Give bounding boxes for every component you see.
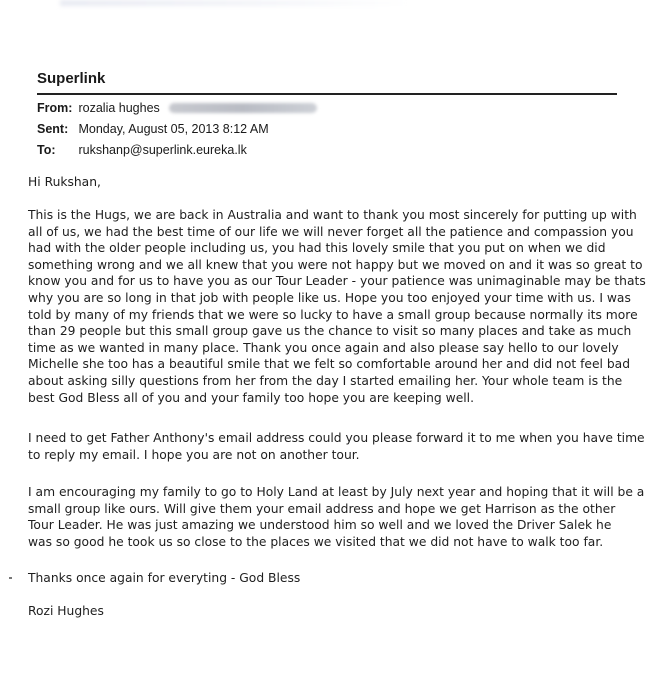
paragraph-line: time as we wanted in many place. Thank you once again and also please say hello to our lovely	[28, 340, 619, 355]
paragraph-line: I am encouraging my family to go to Holy Land at least by July next year and hoping that it will be a	[28, 485, 645, 499]
paragraph-2	[28, 430, 645, 463]
paragraph-line: about asking silly questions from her from the day I started emailing her. Your whole team is the	[28, 373, 623, 388]
paragraph-line: I need to get Father Anthony's email address could you please forward it to me when you have time	[28, 431, 645, 445]
from-value: rozalia hughes	[78, 101, 160, 115]
paragraph-line: Michelle she too has a beautiful smile that we felt so comfortable around her and did not feel bad	[28, 357, 631, 372]
signature: Rozi Hughes	[28, 604, 104, 618]
paragraph-line: to reply my email. I hope you are not on another tour.	[28, 447, 360, 462]
paragraph-line: best God Bless all of you and your family too hope you are keeping well.	[28, 390, 475, 405]
paragraph-line: something wrong and we all knew that you were not happy but we moved on and it was so great to	[28, 257, 643, 272]
paragraph-1	[28, 207, 646, 406]
company-name: Superlink	[37, 70, 106, 87]
from-row	[37, 101, 317, 115]
closing-line: Thanks once again for everyting - God Bless	[28, 571, 301, 585]
redacted-email	[169, 103, 317, 113]
paragraph-line: all of us, we had the best time of our life we will never forget all the patience and compassion you	[28, 224, 634, 239]
paragraph-line: why you are so long in that job with people like us. Hope you too enjoyed your time with us. I was	[28, 290, 631, 305]
paragraph-line: than 29 people but this small group gave us the chance to visit so many places and take as much	[28, 324, 632, 339]
paragraph-3	[28, 484, 645, 550]
paragraph-line: know you and for us to have you as our Tour Leader - your patience was unimaginable may be thats	[28, 274, 646, 289]
scan-mark	[9, 577, 12, 579]
sent-row	[37, 122, 269, 136]
paragraph-line: told by many of my friends that we were so lucky to have a small group because normally its more	[28, 307, 638, 322]
paragraph-line: small group like ours. Will give them your email address and hope we get Harrison as the other	[28, 501, 616, 516]
paragraph-line: was so good he took us so close to the places we visited that we did not have to walk too far.	[28, 534, 604, 549]
sent-value: Monday, August 05, 2013 8:12 AM	[78, 122, 269, 136]
paragraph-line: had with the older people including us, you had this lovely smile that you put on when we did	[28, 241, 606, 256]
to-label: To:	[37, 143, 56, 157]
paragraph-line: This is the Hugs, we are back in Australia and want to thank you most sincerely for putting up with	[28, 208, 637, 222]
header-divider	[37, 93, 617, 95]
from-label: From:	[37, 101, 73, 115]
scan-artifact	[60, 0, 410, 6]
sent-label: Sent:	[37, 122, 69, 136]
to-value: rukshanp@superlink.eureka.lk	[78, 143, 247, 157]
to-row	[37, 143, 247, 157]
paragraph-line: Tour Leader. He was just amazing we understood him so well and we loved the Driver Salek he	[28, 518, 612, 533]
greeting: Hi Rukshan,	[28, 175, 101, 189]
